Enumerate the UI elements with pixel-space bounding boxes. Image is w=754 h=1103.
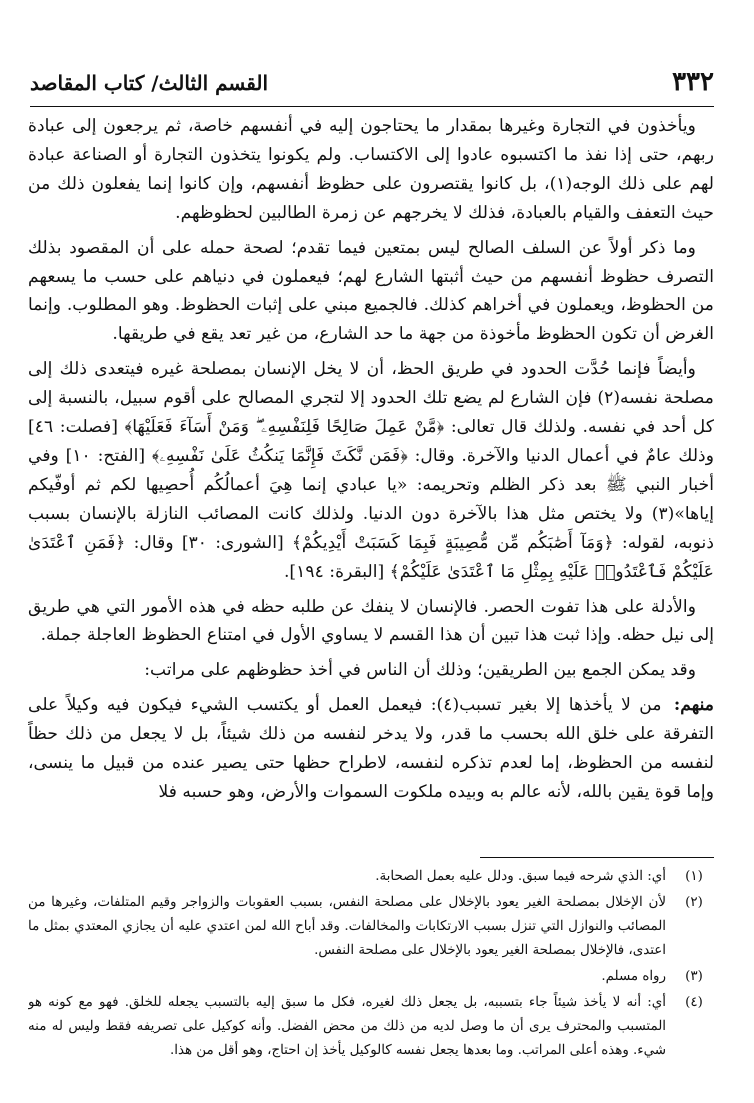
footnote-separator xyxy=(480,857,714,858)
footnote xyxy=(28,865,714,889)
footnote-text: لأن الإخلال بمصلحة الغير يعود بالإخلال على مصلحة النفس، بسبب العقوبات والزواجر وقيم المتلفات، وغيرها من المصائب والنوازل التي تنزل بسبب الارتكابات والمخالفات. وقد أباح الله لمن اعتدي عليه أن يجازي المعتدي بمثل ما اعتدى، فالإخلال بمصلحة الغير يعود بالإخلال على مصلحة النفس. xyxy=(28,895,666,958)
paragraph: ويأخذون في التجارة وغيرها بمقدار ما يحتاجون إليه في أنفسهم خاصة، ثم يرجعون إلى عبادة ربهم، حتى إذا نفذ ما اكتسبوه عادوا إلى الاكتساب. ولم يكونوا يتخذون التجارة أو الصناعة عبادة لهم على ذلك الوجه(١)، بل كانوا يقتصرون على حظوظ أنفسهم، وإن كانوا إنما يفعلون ذلك من حيث التعفف والقيام بالعبادة، فذلك لا يخرجهم عن زمرة الطالبين لحظوظهم. xyxy=(28,116,714,223)
page-number: ٣٣٢ xyxy=(672,67,714,97)
rank-text: من لا يأخذها إلا بغير تسبب(٤): فيعمل العمل أو يكتسب الشيء فيكون فيه وكيلاً على التفرقة على خلق الله بحسب ما قدر، ولا يدخر لنفسه من ذلك شيئاً، بل لا يجعل من ذلك حظاً لنفسه من الحظوظ، إما لعدم تذكره لنفسه، لاطراح حظها حتى يصير عنده من قبيل ما ينسى، وإما قوة يقين بالله، لأنه عالم به وبيده ملكوت السموات والأرض، وهو حسبه فلا xyxy=(28,695,714,802)
paragraph: وما ذكر أولاً عن السلف الصالح ليس بمتعين فيما تقدم؛ لصحة حمله على أن المقصود بذلك التصرف حظوظ أنفسهم من حيث أثبتها الشارع لهم؛ فيعملون في دنياهم على حسب ما يسعهم من الحظوظ، ويعملون في أخراهم كذلك. فالجميع مبني على إثبات الحظوظ. وهو المطلوب. وإنما الغرض أن تكون الحظوظ مأخوذة من جهة ما حد الشارع، من غير تعد يقع في طريقها. xyxy=(28,237,714,345)
footnote xyxy=(28,891,714,963)
footnotes xyxy=(28,865,714,1075)
footnote-number: (١) xyxy=(685,869,703,884)
rank-marker: منهم: xyxy=(673,695,714,716)
page-header xyxy=(30,62,714,106)
paragraph: وقد يمكن الجمع بين الطريقين؛ وذلك أن الناس في أخذ حظوظهم على مراتب: xyxy=(144,660,696,681)
running-title: القسم الثالث/ كتاب المقاصد xyxy=(30,71,269,95)
footnote-number: (٢) xyxy=(685,895,703,910)
footnote-number: (٣) xyxy=(685,969,703,984)
paragraph: والأدلة على هذا تفوت الحصر. فالإنسان لا ينفك عن طلبه حظه في هذه الأمور التي هي طريق إلى نيل حظه. وإذا ثبت هذا تبين أن هذا القسم لا يساوي الأول في امتناع الحظوظ العاجلة جملة. xyxy=(28,596,714,646)
footnote-text: أي: الذي شرحه فيما سبق. ودلل عليه بعمل الصحابة. xyxy=(375,869,666,884)
footnote xyxy=(28,965,714,989)
footnote-number: (٤) xyxy=(685,995,703,1010)
header-rule xyxy=(30,106,714,107)
paragraph: وأيضاً فإنما حُدَّت الحدود في طريق الحظ، أن لا يخل الإنسان بمصلحة غيره فيتعدى ذلك إلى مصلحة نفسه(٢) فإن الشارع لم يضع تلك الحدود إلا لتجري المصالح على أقوم سبيل، بالنسبة إلى كل أحد في نفسه. ولذلك قال تعالى: ﴿مَّنْ عَمِلَ صَالِحًا فَلِنَفْسِهِۦ ۖ وَمَنْ أَسَآءَ فَعَلَيْهَا﴾ [فصلت: ٤٦] وذلك عامٌ في أعمال الدنيا والآخرة. وقال: ﴿فَمَن نَّكَثَ فَإِنَّمَا يَنكُثُ عَلَىٰ نَفْسِهِۦ﴾ [الفتح: ١٠] وفي أخبار النبي ﷺ بعد ذكر الظلم وتحريمه: «يا عبادي إنما هِيَ أعمالُكُم أُحصِيها لكم ثم أوفّيكم إياها»(٣) ولا يختص مثل هذا بالآخرة دون الدنيا. ولذلك كانت المصائب النازلة بالإنسان بسبب ذنوبه، لقوله: ﴿وَمَآ أَصَٰبَكُم مِّن مُّصِيبَةٍ فَبِمَا كَسَبَتْ أَيْدِيكُمْ﴾ [الشورى: ٣٠] وقال: ﴿فَمَنِ ٱعْتَدَىٰ عَلَيْكُمْ فَٱعْتَدُوا۟ عَلَيْهِ بِمِثْلِ مَا ٱعْتَدَىٰ عَلَيْكُمْ﴾ [البقرة: ١٩٤]. xyxy=(28,359,714,582)
main-text xyxy=(28,112,714,854)
footnote-text: أي: أنه لا يأخذ شيئاً جاء بتسببه، بل يجعل ذلك لغيره، فكل ما سبق إليه بالتسبب يجعله للخلق. فهو مع كونه هو المتسبب والمحترف يرى أن ما وصل لديه من ذلك من محض الفضل. وأنه كوكيل على تصريفه فقط وليس له منه شيء. وهذه أعلى المراتب. وما بعدها يجعل نفسه كالوكيل يأخذ إن احتاج، وهو أقل من هذا. xyxy=(28,995,666,1058)
footnote-text: رواه مسلم. xyxy=(601,969,666,984)
rank-paragraph xyxy=(28,691,714,807)
footnote xyxy=(28,991,714,1063)
